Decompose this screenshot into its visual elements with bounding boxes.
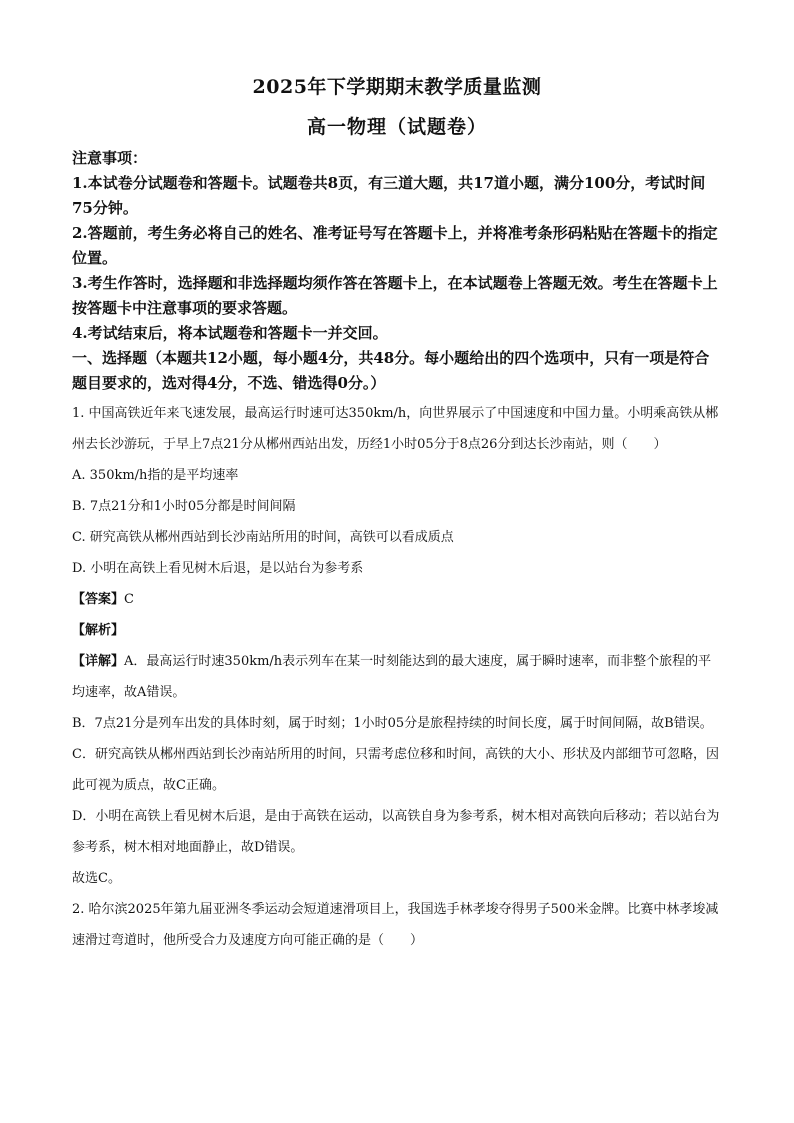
detail-d: D．小明在高铁上看见树木后退，是由于高铁在运动，以高铁自身为参考系，树木相对高铁向后移动；若以站台为参考系，树木相对地面静止，故D错误。 [72,809,720,855]
detail-b: B．7点21分是列车出发的具体时刻，属于时刻；1小时05分是旅程持续的时间长度，属于时间间隔，故B错误。 [72,716,713,731]
section-heading: 一、选择题（本题共12小题，每小题4分，共48分。每小题给出的四个选项中，只有一项是符合题目要求的，选对得4分，不选、错选得0分。） [72,349,710,392]
conclusion: 故选C。 [72,871,121,886]
exam-content [72,146,722,956]
exam-subtitle: 高一物理（试题卷） [306,116,487,138]
question-stem: 1. 中国高铁近年来飞速发展，最高运行时速可达350km/h，向世界展示了中国速度和中国力量。小明乘高铁从郴州去长沙游玩，于早上7点21分从郴州西站出发，历经1小时05分于8点26分到达长沙南站，则（ ） [72,406,719,452]
question-1 [72,398,722,894]
answer-tag: 【答案】 [72,592,125,607]
analysis-tag: 【解析】 [72,623,125,638]
option-a: A. 350km/h指的是平均速率 [72,468,239,483]
option-c: C. 研究高铁从郴州西站到长沙南站所用的时间，高铁可以看成质点 [72,530,454,545]
detail-tag: 【详解】 [72,654,125,669]
option-b: B. 7点21分和1小时05分都是时间间隔 [72,499,296,514]
detail-a [72,646,722,708]
answer-value: C [124,592,134,607]
answer-line [72,584,722,615]
detail-text: A．最高运行时速350km/h表示列车在某一时刻能达到的最大速度，属于瞬时速率，而非整个旅程的平均速率，故A错误。 [72,654,712,700]
question-2 [72,894,722,956]
notice-item: 2.答题前，考生务必将自己的姓名、准考证号写在答题卡上，并将准考条形码粘贴在答题卡的指定位置。 [72,224,718,267]
option-d: D. 小明在高铁上看见树木后退，是以站台为参考系 [72,561,364,576]
notice-item: 3.考生作答时，选择题和非选择题均须作答在答题卡上，在本试题卷上答题无效。考生在答题卡上按答题卡中注意事项的要求答题。 [72,274,718,317]
notice-item: 4.考试结束后，将本试题卷和答题卡一并交回。 [72,324,388,342]
detail-c: C．研究高铁从郴州西站到长沙南站所用的时间，只需考虑位移和时间，高铁的大小、形状及内部细节可忽略，因此可视为质点，故C正确。 [72,747,719,793]
notice-item: 1.本试卷分试题卷和答题卡。试题卷共8页，有三道大题，共17道小题，满分100分，考试时间75分钟。 [72,174,706,217]
question-stem: 2. 哈尔滨2025年第九届亚洲冬季运动会短道速滑项目上，我国选手林孝埈夺得男子500米金牌。比赛中林孝埈减速滑过弯道时，他所受合力及速度方向可能正确的是（ ） [72,902,719,948]
notice-block [72,146,722,346]
exam-title: 2025年下学期期末教学质量监测 [252,76,542,98]
notice-heading: 注意事项： [72,149,148,167]
